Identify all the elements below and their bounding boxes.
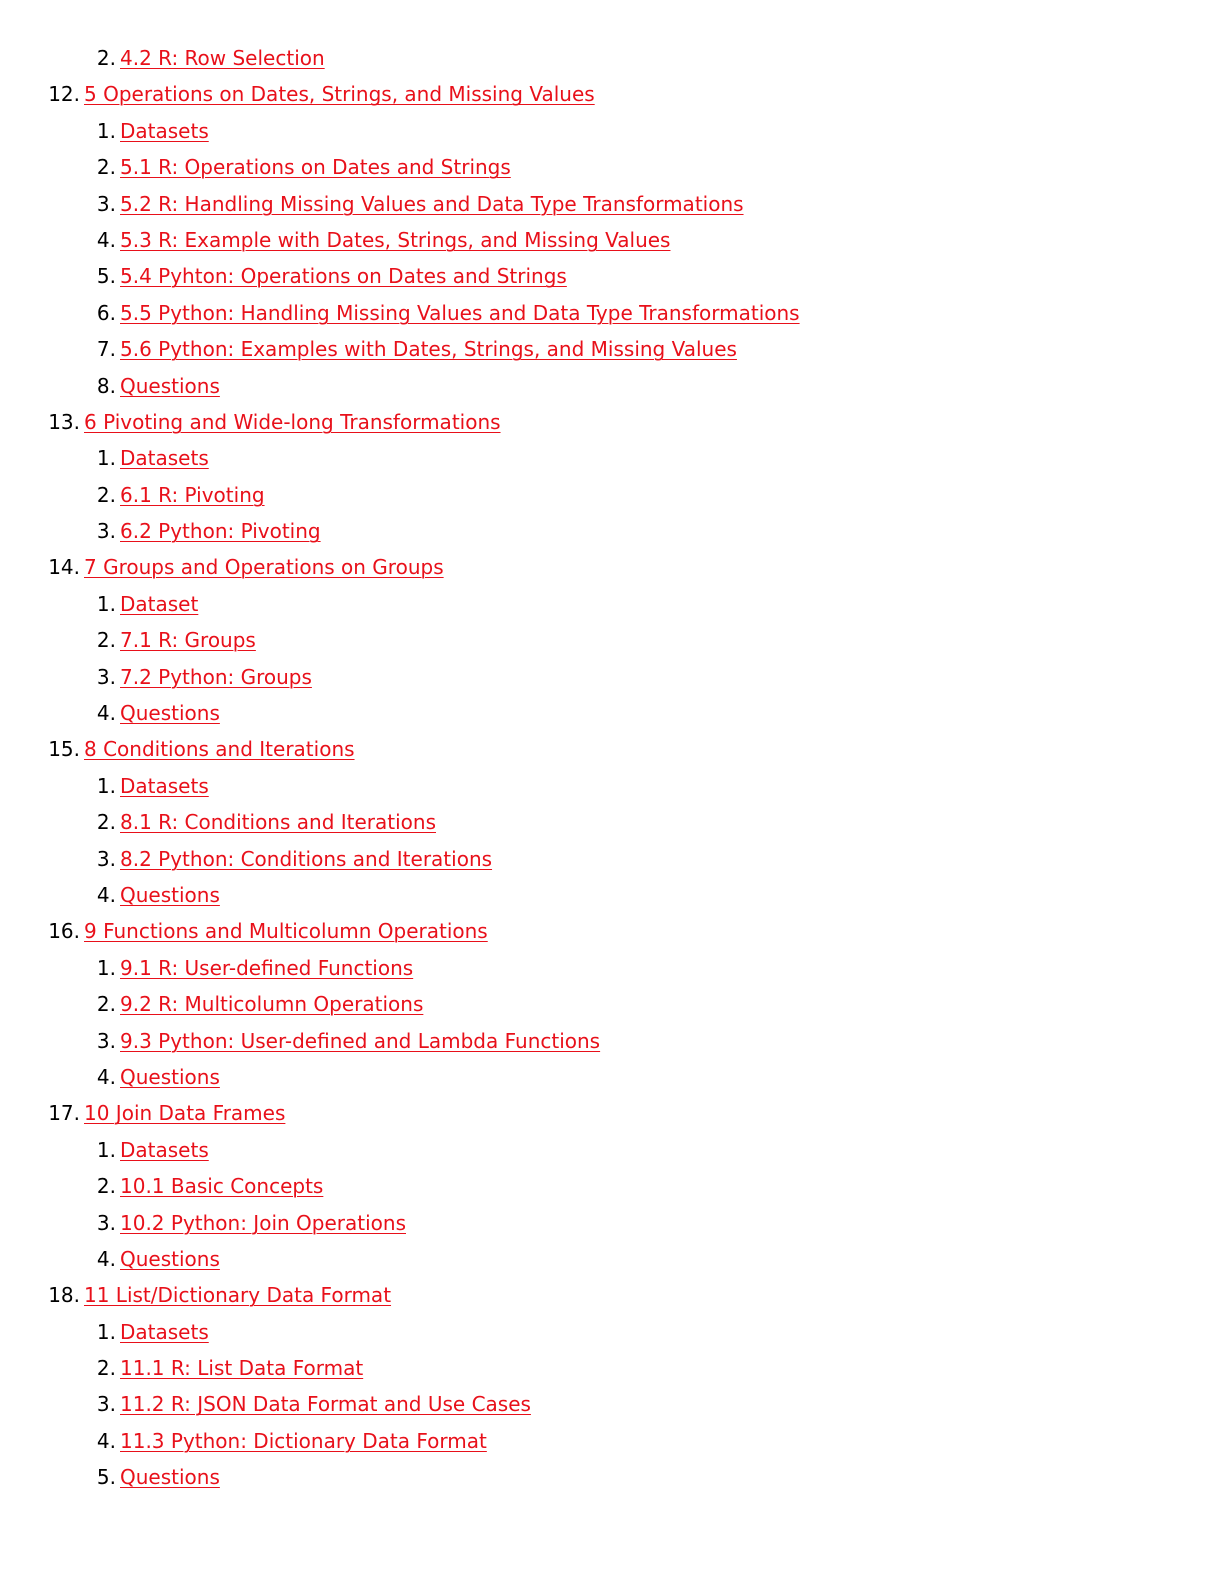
toc-item-number: 3. bbox=[96, 191, 116, 216]
section-link[interactable]: Datasets bbox=[120, 1319, 209, 1344]
toc-item-number: 16. bbox=[48, 919, 80, 944]
toc-item-number: 4. bbox=[96, 701, 116, 726]
section-link[interactable]: Datasets bbox=[120, 446, 209, 471]
toc-chapter-item bbox=[0, 1095, 1224, 1131]
section-link[interactable]: 11.1 R: List Data Format bbox=[120, 1356, 364, 1381]
toc-item-number: 3. bbox=[96, 1392, 116, 1417]
toc-section-item bbox=[0, 1241, 1224, 1277]
section-link[interactable]: Questions bbox=[120, 1465, 220, 1490]
chapter-link[interactable]: 6 Pivoting and Wide-long Transformations bbox=[84, 409, 501, 434]
toc-item-number: 12. bbox=[48, 82, 80, 107]
section-link[interactable]: 9.2 R: Multicolumn Operations bbox=[120, 992, 424, 1017]
section-link[interactable]: 6.1 R: Pivoting bbox=[120, 482, 265, 507]
toc-item-number: 2. bbox=[96, 1174, 116, 1199]
toc-section-item bbox=[0, 1459, 1224, 1495]
chapter-link[interactable]: 8 Conditions and Iterations bbox=[84, 737, 355, 762]
section-link[interactable]: 5.3 R: Example with Dates, Strings, and Missing Values bbox=[120, 227, 671, 252]
section-link[interactable]: 8.2 Python: Conditions and Iterations bbox=[120, 846, 493, 871]
toc-item-number: 2. bbox=[96, 482, 116, 507]
toc-item-number: 1. bbox=[96, 773, 116, 798]
toc-item-number: 1. bbox=[96, 591, 116, 616]
toc-item-number: 4. bbox=[96, 1246, 116, 1271]
toc-item-number: 4. bbox=[96, 1428, 116, 1453]
toc-section-item bbox=[0, 804, 1224, 840]
chapter-link[interactable]: 11 List/Dictionary Data Format bbox=[84, 1283, 392, 1308]
toc-item-number: 2. bbox=[96, 155, 116, 180]
chapter-link[interactable]: 7 Groups and Operations on Groups bbox=[84, 555, 444, 580]
toc-section-item bbox=[0, 695, 1224, 731]
toc-section-item bbox=[0, 186, 1224, 222]
section-link[interactable]: Questions bbox=[120, 1246, 220, 1271]
toc-item-number: 18. bbox=[48, 1283, 80, 1308]
toc-item-number: 1. bbox=[96, 955, 116, 980]
toc-item-number: 1. bbox=[96, 446, 116, 471]
toc-item-number: 4. bbox=[96, 882, 116, 907]
toc-item-number: 5. bbox=[96, 1465, 116, 1490]
section-link[interactable]: 4.2 R: Row Selection bbox=[120, 46, 325, 70]
section-link[interactable]: Dataset bbox=[120, 591, 199, 616]
section-link[interactable]: Questions bbox=[120, 373, 220, 398]
toc-item-number: 2. bbox=[96, 992, 116, 1017]
section-link[interactable]: 10.1 Basic Concepts bbox=[120, 1174, 324, 1199]
toc-section-item bbox=[0, 440, 1224, 476]
toc-section-item bbox=[0, 1350, 1224, 1386]
section-link[interactable]: 9.3 Python: User-defined and Lambda Functions bbox=[120, 1028, 601, 1053]
toc-section-item bbox=[0, 1168, 1224, 1204]
section-link[interactable]: 9.1 R: User-defined Functions bbox=[120, 955, 414, 980]
toc-item-number: 3. bbox=[96, 846, 116, 871]
toc-section-item bbox=[0, 1023, 1224, 1059]
toc-item-number: 2. bbox=[96, 628, 116, 653]
toc-item-number: 4. bbox=[96, 1064, 116, 1089]
section-link[interactable]: 5.2 R: Handling Missing Values and Data Type Transformations bbox=[120, 191, 744, 216]
section-link[interactable]: 11.3 Python: Dictionary Data Format bbox=[120, 1428, 487, 1453]
section-link[interactable]: 5.5 Python: Handling Missing Values and Data Type Transformations bbox=[120, 300, 800, 325]
toc-section-item bbox=[0, 1205, 1224, 1241]
toc-item-number: 6. bbox=[96, 300, 116, 325]
toc-item-number: 2. bbox=[96, 46, 116, 70]
toc-item-number: 1. bbox=[96, 1137, 116, 1162]
toc-section-item bbox=[0, 258, 1224, 294]
toc-item-number: 15. bbox=[48, 737, 80, 762]
toc-item-number: 1. bbox=[96, 118, 116, 143]
toc-section-item bbox=[0, 331, 1224, 367]
section-link[interactable]: 5.1 R: Operations on Dates and Strings bbox=[120, 155, 511, 180]
section-link[interactable]: Questions bbox=[120, 701, 220, 726]
toc-section-item bbox=[0, 513, 1224, 549]
toc-section-item bbox=[0, 477, 1224, 513]
toc-chapter-item bbox=[0, 404, 1224, 440]
toc-item-number: 3. bbox=[96, 664, 116, 689]
section-link[interactable]: 6.2 Python: Pivoting bbox=[120, 519, 321, 544]
section-link[interactable]: 7.1 R: Groups bbox=[120, 628, 256, 653]
toc-item-number: 5. bbox=[96, 264, 116, 289]
section-link[interactable]: Datasets bbox=[120, 1137, 209, 1162]
toc-item-number: 3. bbox=[96, 1028, 116, 1053]
toc-section-item bbox=[0, 841, 1224, 877]
toc-section-item bbox=[0, 1132, 1224, 1168]
toc-section-item bbox=[0, 149, 1224, 185]
toc-chapter-item bbox=[0, 76, 1224, 112]
toc-section-item bbox=[0, 950, 1224, 986]
section-link[interactable]: 7.2 Python: Groups bbox=[120, 664, 312, 689]
toc-item-number: 2. bbox=[96, 810, 116, 835]
toc-item-number: 8. bbox=[96, 373, 116, 398]
toc-section-item bbox=[0, 40, 1224, 76]
toc-item-number: 3. bbox=[96, 519, 116, 544]
table-of-contents bbox=[0, 40, 1224, 1496]
toc-item-number: 13. bbox=[48, 409, 80, 434]
section-link[interactable]: Datasets bbox=[120, 118, 209, 143]
toc-section-item bbox=[0, 1423, 1224, 1459]
toc-item-number: 17. bbox=[48, 1101, 80, 1126]
toc-section-item bbox=[0, 113, 1224, 149]
section-link[interactable]: 11.2 R: JSON Data Format and Use Cases bbox=[120, 1392, 531, 1417]
chapter-link[interactable]: 5 Operations on Dates, Strings, and Missing Values bbox=[84, 82, 595, 107]
toc-item-number: 3. bbox=[96, 1210, 116, 1235]
section-link[interactable]: 5.4 Pyhton: Operations on Dates and Strings bbox=[120, 264, 567, 289]
toc-chapter-item bbox=[0, 731, 1224, 767]
toc-item-number: 4. bbox=[96, 227, 116, 252]
chapter-link[interactable]: 9 Functions and Multicolumn Operations bbox=[84, 919, 488, 944]
toc-chapter-item bbox=[0, 913, 1224, 949]
toc-section-item bbox=[0, 877, 1224, 913]
section-link[interactable]: Questions bbox=[120, 882, 220, 907]
section-link[interactable]: 5.6 Python: Examples with Dates, Strings, and Missing Values bbox=[120, 337, 737, 362]
toc-section-item bbox=[0, 659, 1224, 695]
section-link[interactable]: Datasets bbox=[120, 773, 209, 798]
toc-section-item bbox=[0, 986, 1224, 1022]
toc-section-item bbox=[0, 1314, 1224, 1350]
toc-item-number: 2. bbox=[96, 1356, 116, 1381]
toc-section-item bbox=[0, 1386, 1224, 1422]
toc-section-item bbox=[0, 586, 1224, 622]
section-link[interactable]: Questions bbox=[120, 1064, 220, 1089]
toc-section-item bbox=[0, 1059, 1224, 1095]
toc-section-item bbox=[0, 222, 1224, 258]
toc-section-item bbox=[0, 295, 1224, 331]
toc-section-item bbox=[0, 768, 1224, 804]
toc-section-item bbox=[0, 622, 1224, 658]
toc-chapter-item bbox=[0, 549, 1224, 585]
section-link[interactable]: 8.1 R: Conditions and Iterations bbox=[120, 810, 436, 835]
toc-item-number: 14. bbox=[48, 555, 80, 580]
toc-section-item bbox=[0, 368, 1224, 404]
section-link[interactable]: 10.2 Python: Join Operations bbox=[120, 1210, 406, 1235]
toc-item-number: 7. bbox=[96, 337, 116, 362]
chapter-link[interactable]: 10 Join Data Frames bbox=[84, 1101, 286, 1126]
toc-chapter-item bbox=[0, 1277, 1224, 1313]
toc-item-number: 1. bbox=[96, 1319, 116, 1344]
